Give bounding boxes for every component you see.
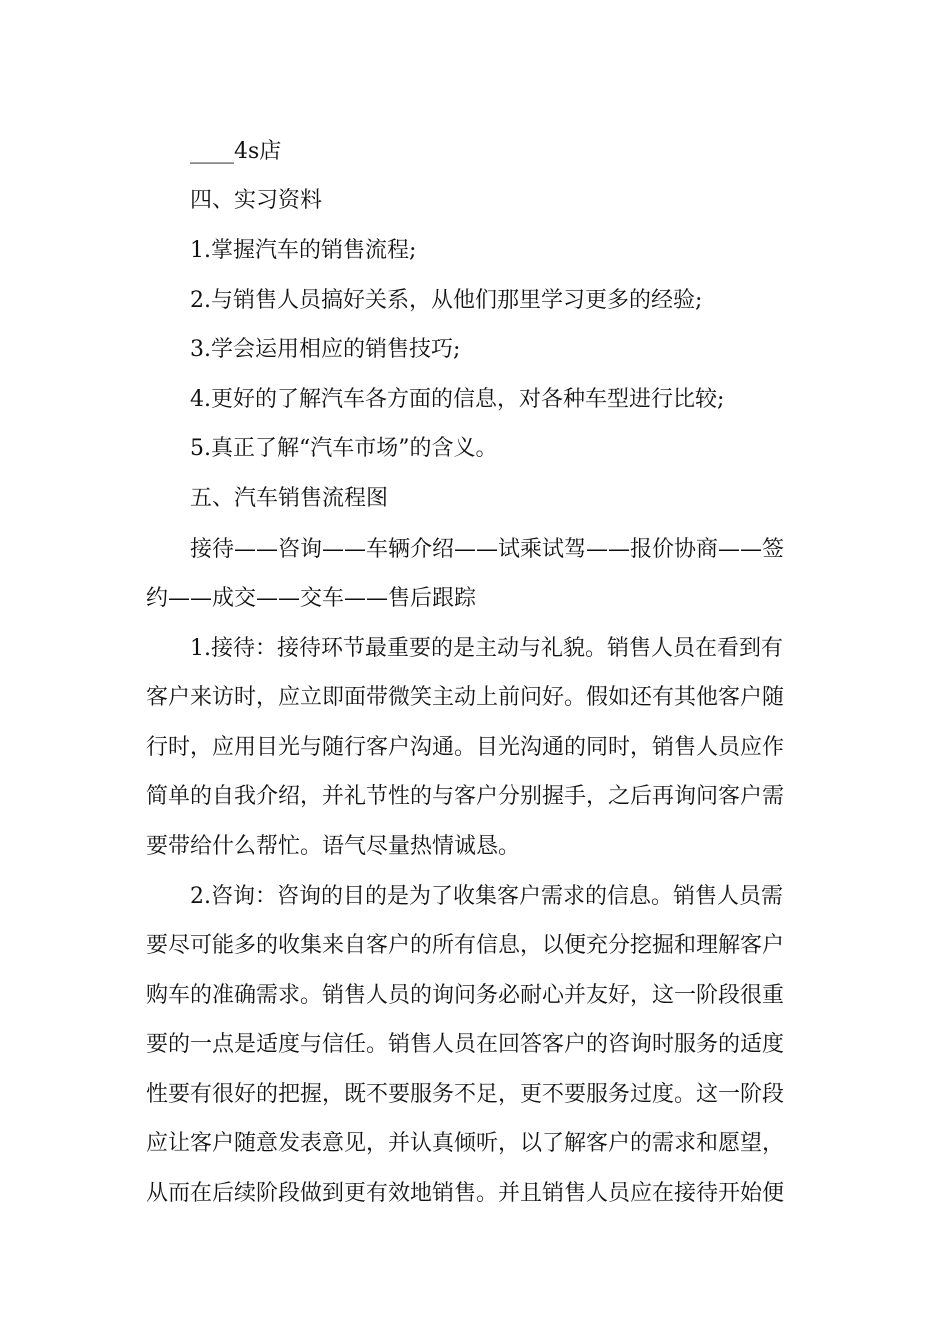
paragraph-line: 1.接待：接待环节最重要的是主动与礼貌。销售人员在看到有 (190, 636, 783, 661)
paragraph-line: 应让客户随意发表意见，并认真倾听，以了解客户的需求和愿望， (146, 1131, 785, 1156)
flow-line-2: 约——成交——交车——售后跟踪 (146, 586, 477, 611)
flow-line-1: 接待——咨询——车辆介绍——试乘试驾——报价协商——签 (190, 537, 785, 562)
list-item-4: 4.更好的了解汽车各方面的信息，对各种车型进行比较; (190, 387, 725, 412)
section-heading-5: 五、汽车销售流程图 (190, 486, 389, 511)
section-heading-4: 四、实习资料 (190, 188, 323, 213)
paragraph-line: 从而在后续阶段做到更有效地销售。并且销售人员应在接待开始便 (146, 1181, 785, 1206)
list-item-2: 2.与销售人员搞好关系，从他们那里学习更多的经验; (190, 288, 703, 313)
paragraph-line: 购车的准确需求。销售人员的询问务必耐心并友好，这一阶段很重 (146, 983, 785, 1008)
paragraph-line: 性要有很好的把握，既不要服务不足，更不要服务过度。这一阶段 (146, 1082, 785, 1107)
store-name-line: ____4s店 (190, 139, 282, 164)
paragraph-line: 要带给什么帮忙。语气尽量热情诚恳。 (146, 834, 521, 859)
paragraph-line: 简单的自我介绍，并礼节性的与客户分别握手，之后再询问客户需 (146, 784, 785, 809)
paragraph-line: 要尽可能多的收集来自客户的所有信息，以便充分挖掘和理解客户 (146, 933, 785, 958)
paragraph-line: 要的一点是适度与信任。销售人员在回答客户的咨询时服务的适度 (146, 1032, 785, 1057)
paragraph-line: 客户来访时，应立即面带微笑主动上前问好。假如还有其他客户随 (146, 685, 785, 710)
paragraph-line: 行时，应用目光与随行客户沟通。目光沟通的同时，销售人员应作 (146, 735, 785, 760)
paragraph-line: 2.咨询：咨询的目的是为了收集客户需求的信息。销售人员需 (190, 884, 783, 909)
list-item-5: 5.真正了解“汽车市场”的含义。 (190, 436, 498, 461)
list-item-3: 3.学会运用相应的销售技巧; (190, 337, 461, 362)
list-item-1: 1.掌握汽车的销售流程; (190, 238, 417, 263)
